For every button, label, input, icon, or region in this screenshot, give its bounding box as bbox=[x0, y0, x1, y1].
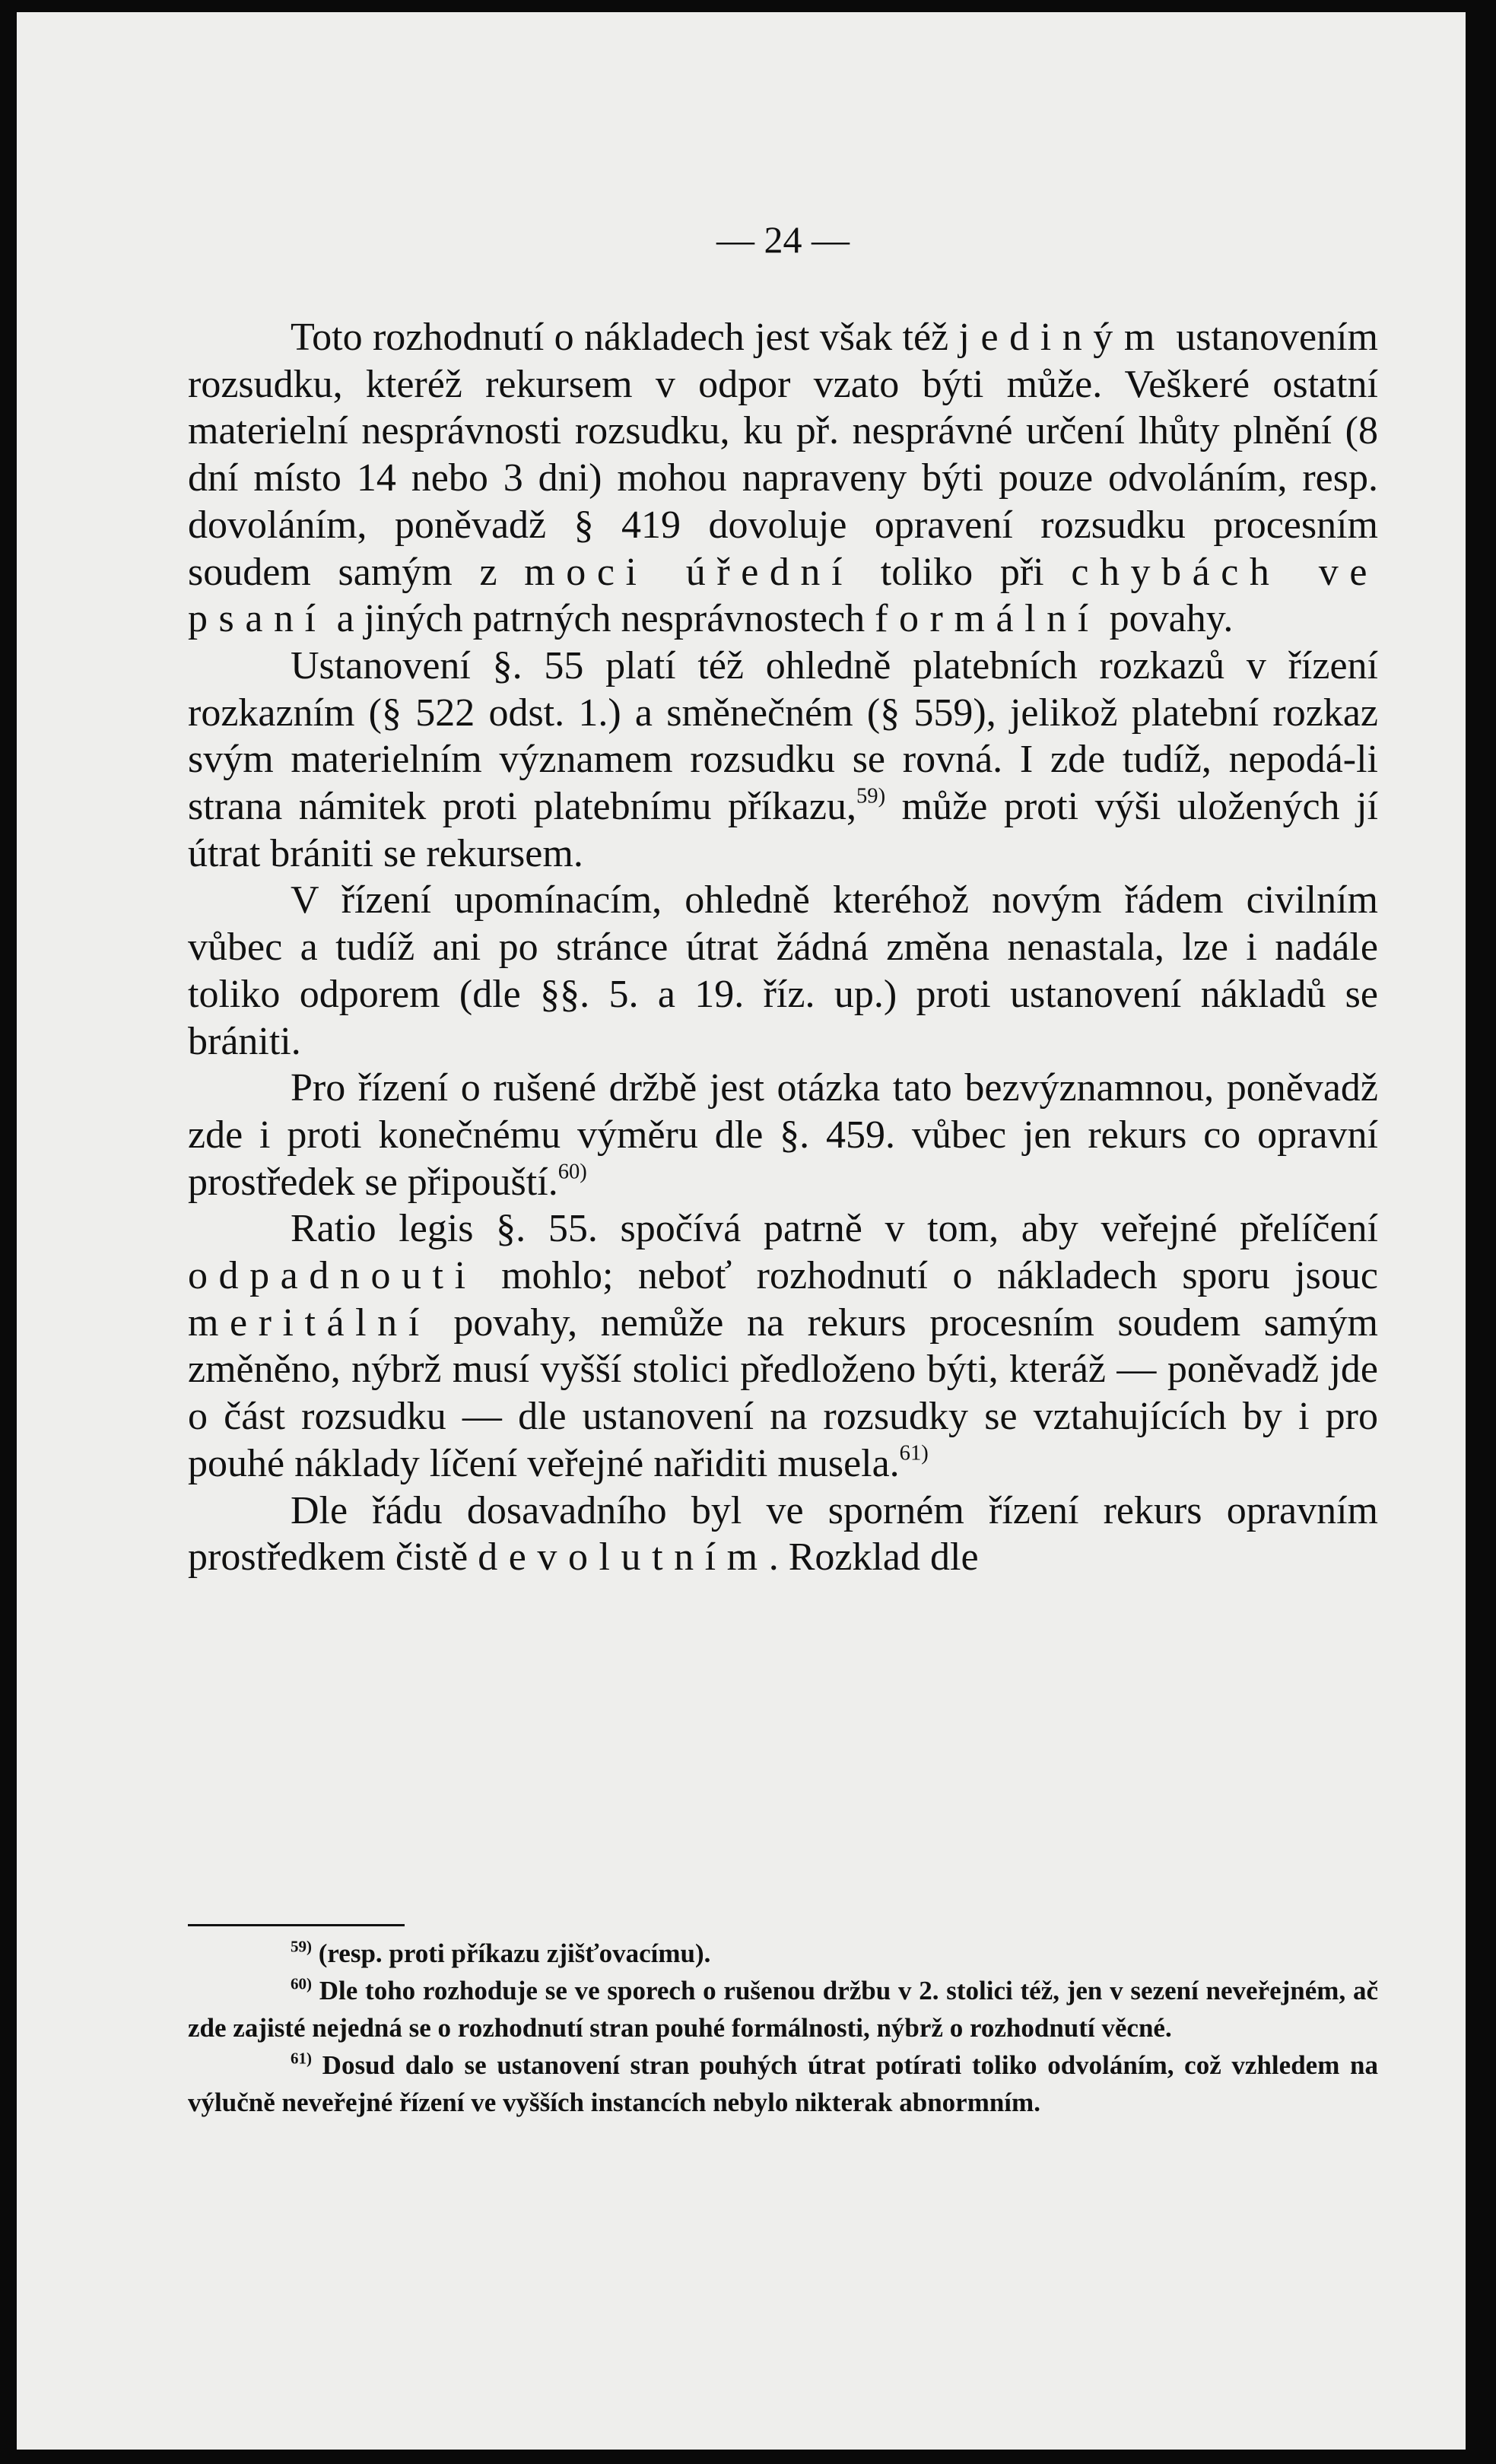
document-page bbox=[17, 12, 1466, 2450]
spaced-emphasis: moci úřední bbox=[524, 550, 853, 594]
paragraph bbox=[188, 314, 1378, 643]
text-run: ustanovením rozsudku, kteréž rekursem v odpor vzato býti může. Veškeré ostatní materielní nesprávnosti rozsudku, ku př. nesprávné určení lhůty plnění (8 dní místo 14 nebo 3 dni) mohou napraveny býti pouze odvoláním, resp. dovoláním, poněvadž § 419 dovoluje opravení rozsudku procesním soudem samým z bbox=[188, 316, 1378, 594]
spaced-emphasis: chybách ve psaní bbox=[188, 550, 1378, 641]
text-run: Dle řádu dosavadního byl ve sporném řízení rekurs opravním prostředkem čistě bbox=[188, 1488, 1378, 1580]
text-run: V řízení upomínacím, ohledně kteréhož novým řádem civilním vůbec a tudíž ani po stránce útrat žádná změna nenastala, lze i nadále toliko odporem (dle §§. 5. a 19. říz. up.) proti ustanovení nákladů se brániti. bbox=[188, 878, 1378, 1063]
footnote-text: Dosud dalo se ustanovení stran pouhých útrat potírati toliko odvoláním, což vzhledem na výlučně neveřejné řízení ve vyšších instancích nebylo nikterak abnormním. bbox=[188, 2050, 1378, 2117]
spaced-emphasis: devolutním bbox=[478, 1535, 769, 1580]
text-run: toliko při bbox=[853, 550, 1072, 594]
footnote-ref[interactable]: 59) bbox=[856, 784, 886, 808]
text-run: může proti výši uložených jí útrat brániti se rekursem. bbox=[188, 785, 1378, 875]
paragraph bbox=[188, 1488, 1378, 1581]
text-run: povahy, nemůže na rekurs procesním soudem samým změněno, nýbrž musí vyšší stolici předloženo býti, kteráž — poněvadž jde o část rozsudku — dle ustanovení na rozsudky se vztahujících by i pro pouhé náklady líčení veřejné nařiditi musela. bbox=[188, 1300, 1378, 1485]
spaced-emphasis: formální bbox=[875, 597, 1100, 641]
footnote-text: Dle toho rozhoduje se ve sporech o rušenou držbu v 2. stolici též, jen v sezení neveřejném, ač zde zajisté nejedná se o rozhodnutí stran pouhé formálnosti, nýbrž o rozhodnutí věcné. bbox=[188, 1976, 1378, 2043]
spaced-emphasis: jediným bbox=[958, 316, 1166, 359]
text-run: mohlo; neboť rozhodnutí o nákladech sporu jsouc bbox=[476, 1254, 1378, 1298]
footnote-divider bbox=[188, 1924, 405, 1926]
footnote-text: (resp. proti příkazu zjišťovacímu). bbox=[312, 1938, 711, 1968]
text-run: Toto rozhodnutí o nákladech jest však též bbox=[291, 316, 959, 359]
text-run: Ratio legis §. 55. spočívá patrně v tom, aby veřejné přelíčení bbox=[291, 1207, 1378, 1251]
text-run: Ustanovení §. 55 platí též ohledně platebních rozkazů v řízení rozkazním (§ 522 odst. 1.) a směnečném (§ 559), jelikož platební rozkaz svým materielním významem rozsudku se rovná. I zde tudíž, nepodá-li strana námitek proti platebnímu příkazu, bbox=[188, 643, 1378, 829]
text-run: . Rozklad dle bbox=[768, 1535, 979, 1580]
footnote-marker: 59) bbox=[291, 1937, 312, 1956]
text-run: a jiných patrných nesprávnostech bbox=[326, 597, 875, 641]
footnotes bbox=[188, 1935, 1378, 2121]
spaced-emphasis: meritální bbox=[188, 1300, 430, 1345]
footnote-ref[interactable]: 60) bbox=[557, 1160, 587, 1184]
footnote-marker: 60) bbox=[291, 1974, 312, 1993]
body-text bbox=[188, 314, 1378, 1581]
footnote bbox=[188, 1972, 1378, 2046]
text-run: povahy. bbox=[1099, 597, 1234, 641]
footnote-ref[interactable]: 61) bbox=[899, 1441, 929, 1465]
text-run: Pro řízení o rušené držbě jest otázka tato bezvýznamnou, poněvadž zde i proti konečnému výměru dle §. 459. vůbec jen rekurs co opravní prostředek se připouští. bbox=[188, 1066, 1378, 1204]
footnote-marker: 61) bbox=[291, 2049, 312, 2068]
footnote bbox=[188, 1935, 1378, 1972]
paragraph bbox=[188, 1065, 1378, 1205]
spaced-emphasis: odpadnouti bbox=[188, 1254, 477, 1298]
paragraph bbox=[188, 643, 1378, 878]
paragraph bbox=[188, 1205, 1378, 1487]
page-number: — 24 — bbox=[716, 218, 850, 261]
paragraph bbox=[188, 877, 1378, 1065]
footnote bbox=[188, 2046, 1378, 2121]
